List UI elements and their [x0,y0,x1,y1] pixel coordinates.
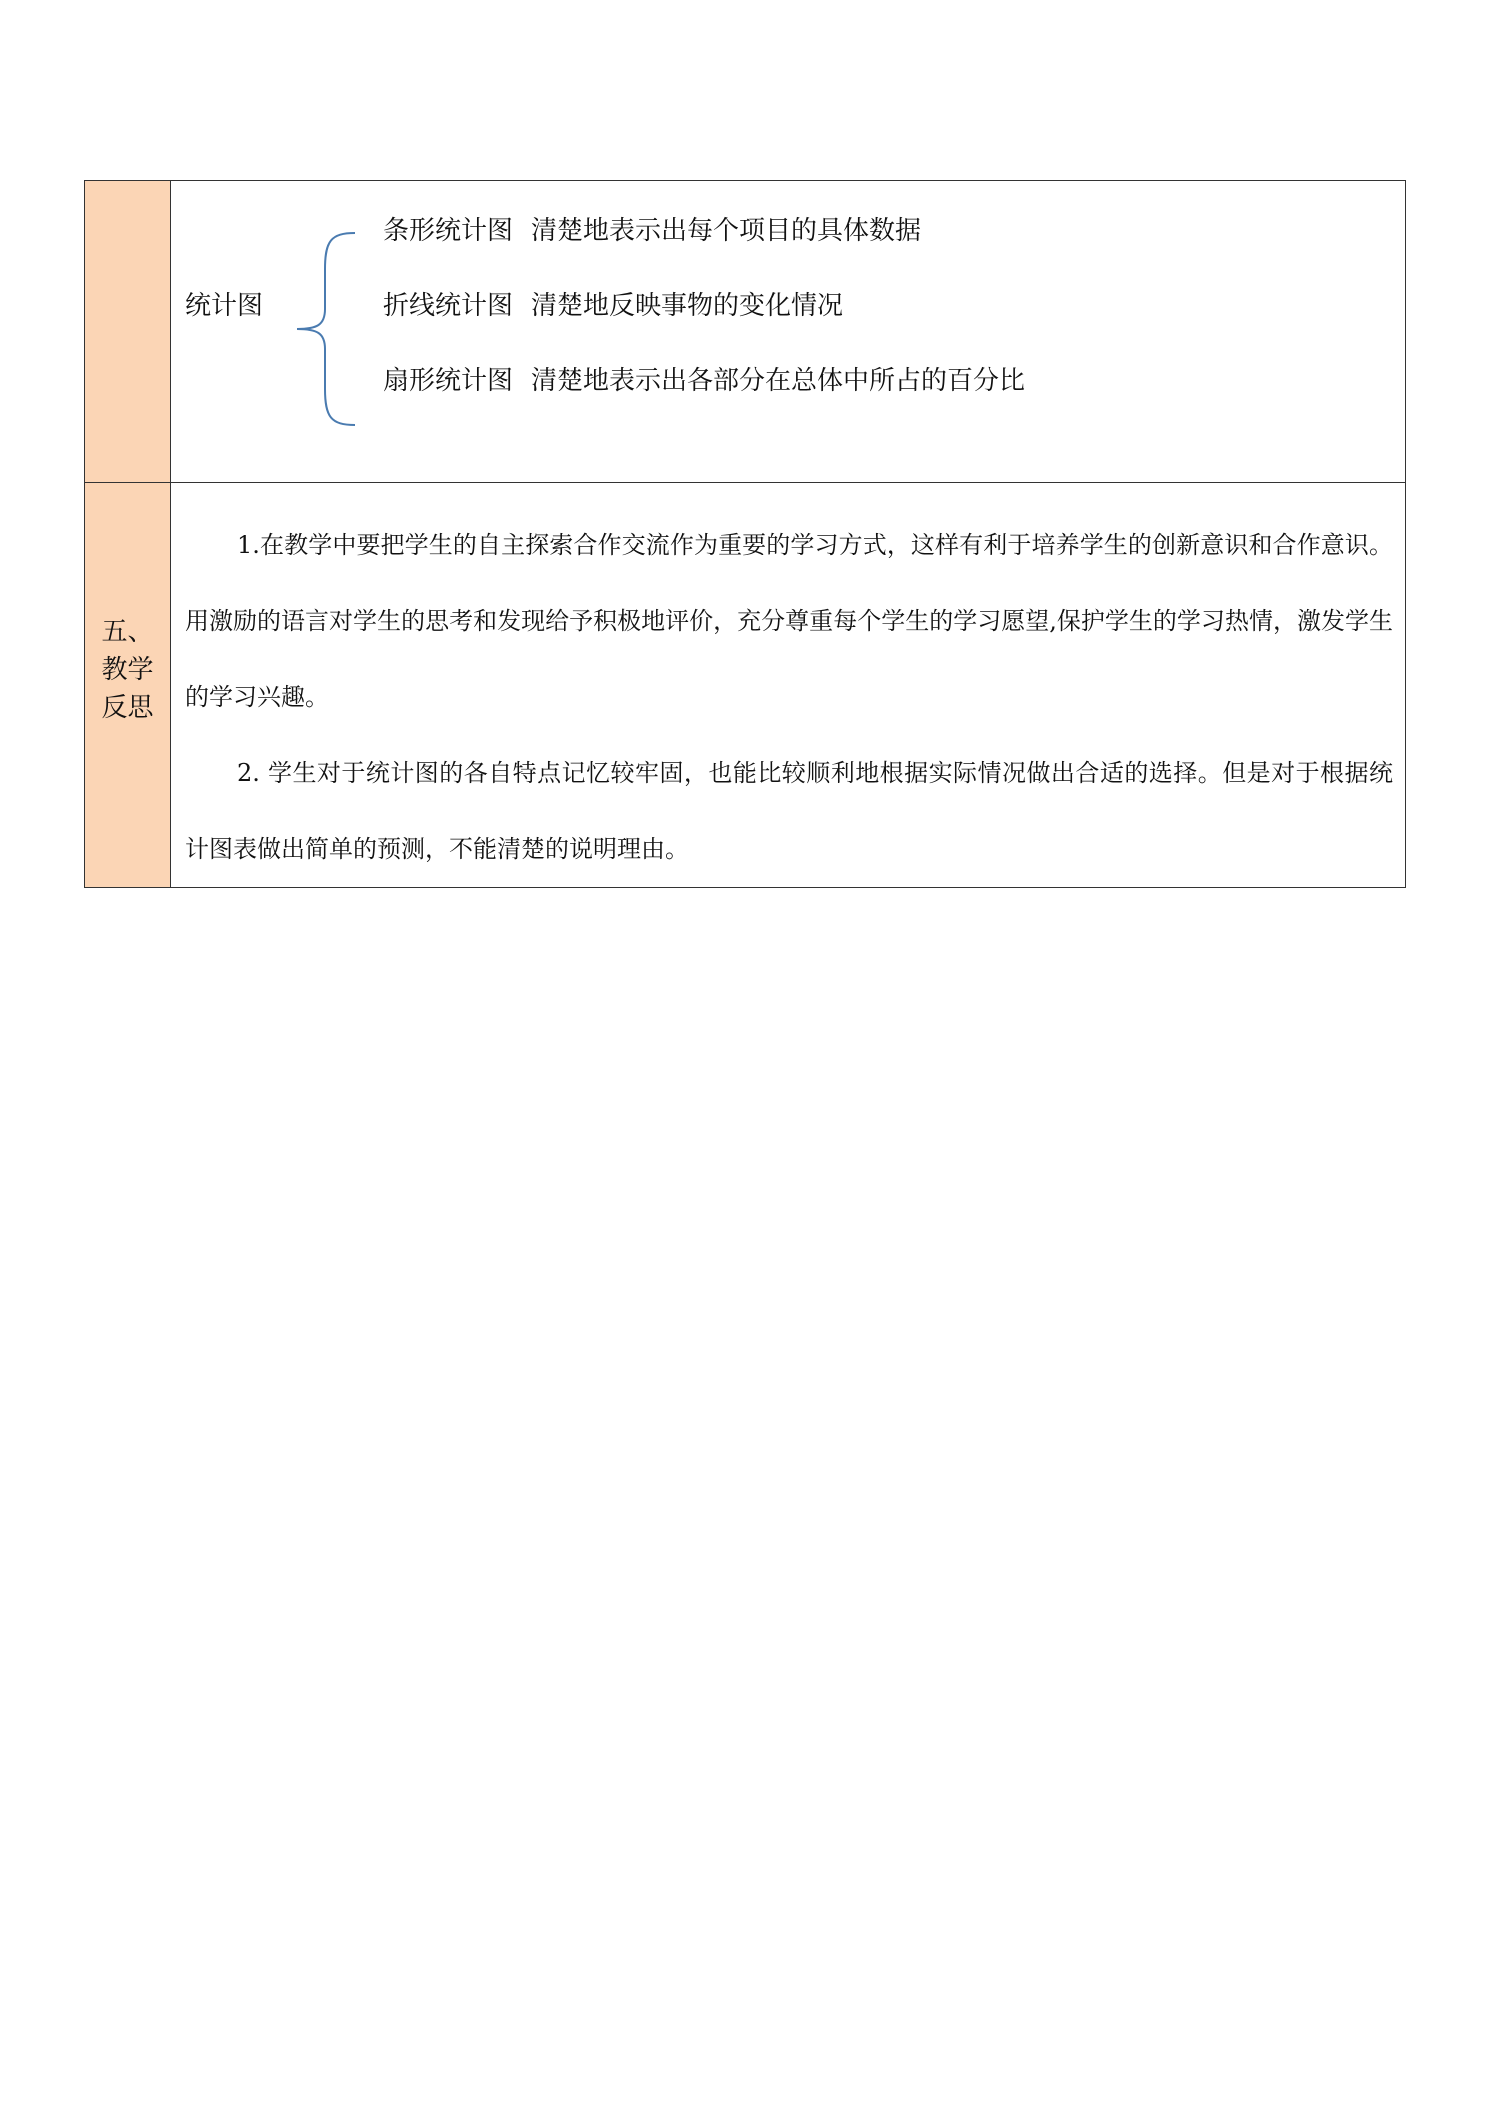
branch-name: 扇形统计图 [383,366,514,396]
lesson-plan-table [84,180,1406,888]
heading-line: 教学 [101,655,154,685]
reflection-paragraph: 2. 学生对于统计图的各自特点记忆较牢固，也能比较顺利地根据实际情况做出合适的选择。但是对于根据统计图表做出简单的预测，不能清楚的说明理由。 [185,759,1393,863]
branch-name: 条形统计图 [383,216,514,246]
stats-label-cell [85,181,171,483]
reflection-row [85,483,1406,888]
stats-content-cell [171,181,1406,483]
diagram-branch [383,213,921,249]
curly-brace-icon [291,229,361,429]
branch-description: 清楚地表示出各部分在总体中所占的百分比 [531,366,1026,396]
stats-brace-diagram [171,181,1405,482]
reflection-paragraph: 1.在教学中要把学生的自主探索合作交流作为重要的学习方式，这样有利于培养学生的创新意识和合作意识。用激励的语言对学生的思考和发现给予积极地评价，充分尊重每个学生的学习愿望,保护学生的学习热情，激发学生的学习兴趣。 [185,531,1393,711]
diagram-root-label: 统计图 [185,291,264,321]
stats-row [85,181,1406,483]
heading-line: 反思 [101,693,154,723]
reflection-body [171,483,1405,887]
reflection-content-cell [171,483,1406,888]
diagram-branch [383,288,843,324]
heading-line: 五、 [101,617,154,647]
section-heading [85,483,170,857]
branch-description: 清楚地表示出每个项目的具体数据 [531,216,922,246]
branch-name: 折线统计图 [383,291,514,321]
diagram-branch [383,363,1025,399]
reflection-label-cell [85,483,171,888]
branch-description: 清楚地反映事物的变化情况 [531,291,844,321]
